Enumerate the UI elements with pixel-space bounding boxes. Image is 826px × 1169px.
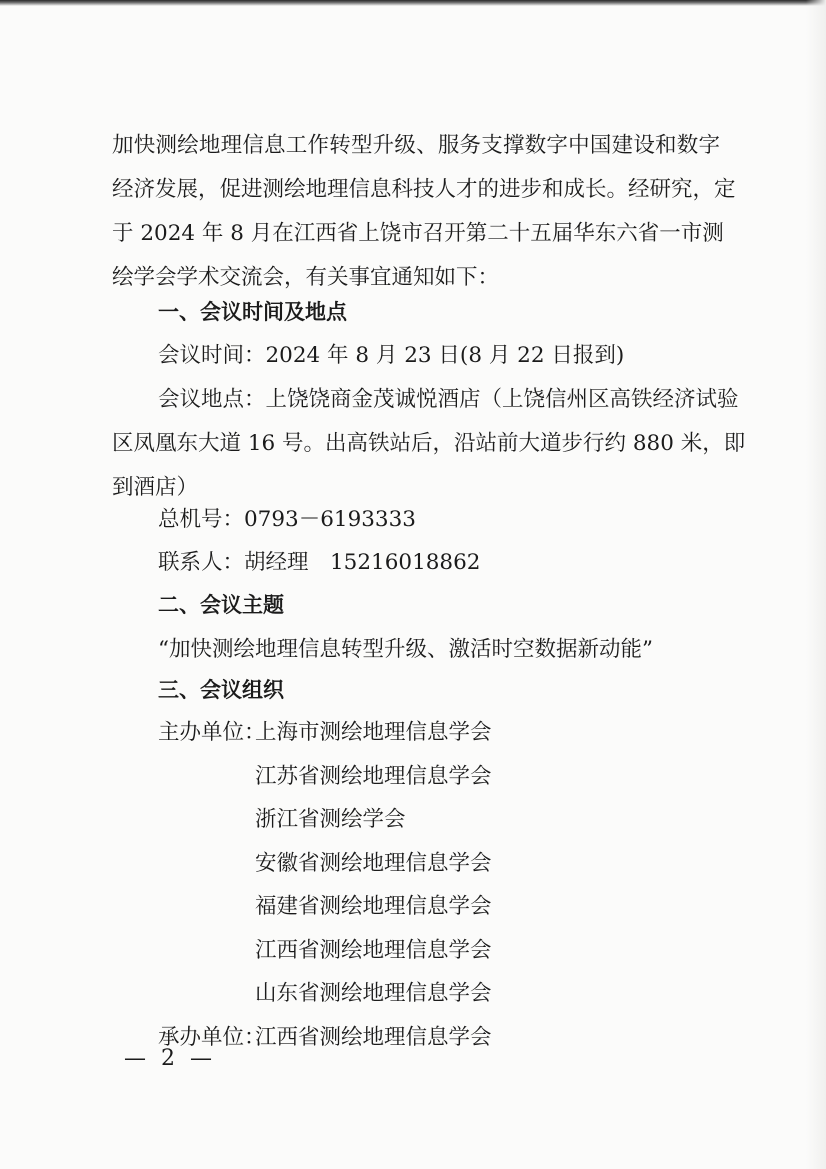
host-label: 主办单位： [158, 720, 266, 745]
page-number: — 2 — [124, 1046, 216, 1071]
scan-edge-top [0, 0, 826, 6]
organizer-label: 承办单位： [158, 1025, 266, 1050]
meeting-location-line-3: 到酒店） [112, 475, 199, 500]
host-unit-5: 福建省测绘地理信息学会 [255, 894, 492, 919]
organizer-unit: 江西省测绘地理信息学会 [255, 1025, 492, 1050]
meeting-location-line-2: 区凤凰东大道 16 号。出高铁站后，沿站前大道步行约 880 米，即 [112, 431, 746, 456]
meeting-location-line-1: 会议地点：上饶饶商金茂诚悦酒店（上饶信州区高铁经济试验 [158, 387, 739, 412]
intro-line-3: 于 2024 年 8 月在江西省上饶市召开第二十五届华东六省一市测 [112, 221, 724, 246]
contact-person: 联系人：胡经理 15216018862 [158, 550, 481, 575]
host-unit-4: 安徽省测绘地理信息学会 [255, 851, 492, 876]
section-heading-time-location: 一、会议时间及地点 [158, 300, 347, 324]
host-unit-2: 江苏省测绘地理信息学会 [255, 764, 492, 789]
intro-line-2: 经济发展，促进测绘地理信息科技人才的进步和成长。经研究，定 [112, 177, 736, 202]
meeting-time: 会议时间：2024 年 8 月 23 日(8 月 22 日报到) [158, 343, 625, 368]
host-unit-3: 浙江省测绘学会 [255, 807, 406, 832]
meeting-theme: “加快测绘地理信息转型升级、激活时空数据新动能” [158, 637, 653, 662]
host-unit-1: 上海市测绘地理信息学会 [255, 720, 492, 745]
section-heading-organization: 三、会议组织 [158, 678, 284, 702]
section-heading-theme: 二、会议主题 [158, 593, 284, 617]
host-unit-7: 山东省测绘地理信息学会 [255, 981, 492, 1006]
intro-line-4: 绘学会学术交流会，有关事宜通知如下： [112, 265, 500, 290]
bleed-through-shadow [598, 262, 826, 702]
host-unit-6: 江西省测绘地理信息学会 [255, 938, 492, 963]
switchboard-number: 总机号：0793－6193333 [158, 507, 416, 532]
intro-line-1: 加快测绘地理信息工作转型升级、服务支撑数字中国建设和数字 [112, 133, 720, 158]
